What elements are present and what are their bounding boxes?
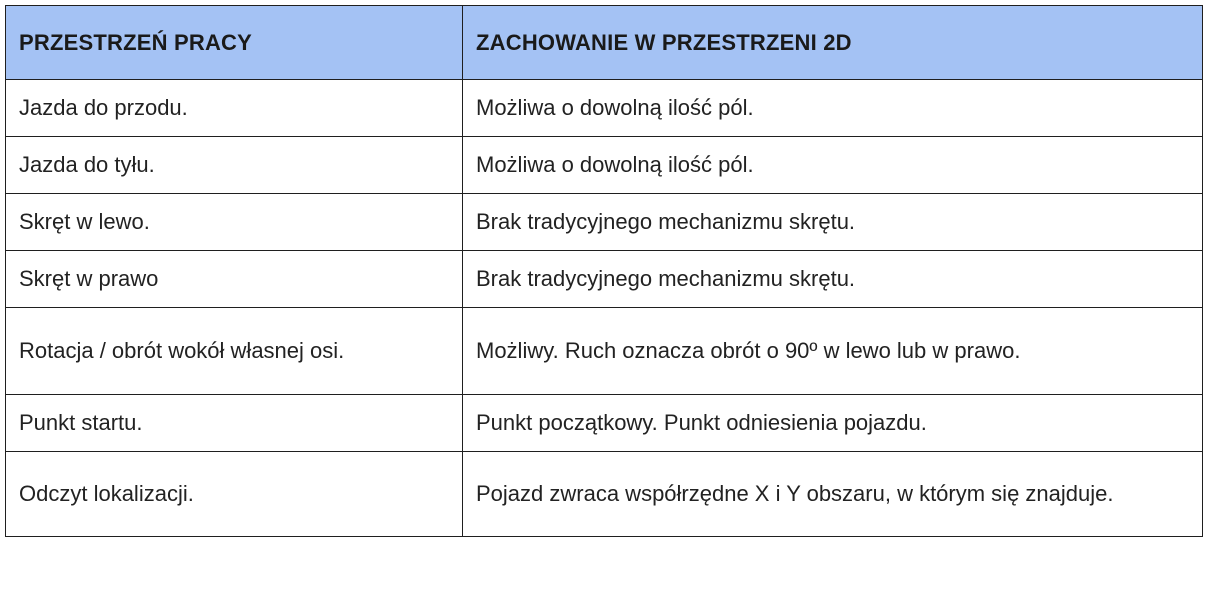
table-row bbox=[6, 452, 1203, 537]
cell-behavior: Brak tradycyjnego mechanizmu skrętu. bbox=[463, 194, 1203, 251]
cell-behavior: Możliwa o dowolną ilość pól. bbox=[463, 137, 1203, 194]
cell-behavior: Brak tradycyjnego mechanizmu skrętu. bbox=[463, 251, 1203, 308]
cell-behavior: Możliwa o dowolną ilość pól. bbox=[463, 80, 1203, 137]
table-row bbox=[6, 308, 1203, 395]
cell-workspace: Skręt w lewo. bbox=[6, 194, 463, 251]
table-row bbox=[6, 395, 1203, 452]
header-2d-behavior: ZACHOWANIE W PRZESTRZENI 2D bbox=[463, 6, 1203, 80]
workspace-behavior-table bbox=[5, 5, 1203, 537]
cell-workspace: Odczyt lokalizacji. bbox=[6, 452, 463, 537]
cell-behavior: Możliwy. Ruch oznacza obrót o 90º w lewo lub w prawo. bbox=[463, 308, 1203, 395]
cell-workspace: Jazda do tyłu. bbox=[6, 137, 463, 194]
table-row bbox=[6, 80, 1203, 137]
cell-workspace: Skręt w prawo bbox=[6, 251, 463, 308]
cell-workspace: Punkt startu. bbox=[6, 395, 463, 452]
header-workspace: PRZESTRZEŃ PRACY bbox=[6, 6, 463, 80]
cell-workspace: Rotacja / obrót wokół własnej osi. bbox=[6, 308, 463, 395]
document-page bbox=[5, 5, 1202, 602]
table-row bbox=[6, 137, 1203, 194]
cell-behavior: Pojazd zwraca współrzędne X i Y obszaru, w którym się znajduje. bbox=[463, 452, 1203, 537]
cell-workspace: Jazda do przodu. bbox=[6, 80, 463, 137]
table-row bbox=[6, 251, 1203, 308]
table-header-row bbox=[6, 6, 1203, 80]
cell-behavior: Punkt początkowy. Punkt odniesienia pojazdu. bbox=[463, 395, 1203, 452]
table-row bbox=[6, 194, 1203, 251]
